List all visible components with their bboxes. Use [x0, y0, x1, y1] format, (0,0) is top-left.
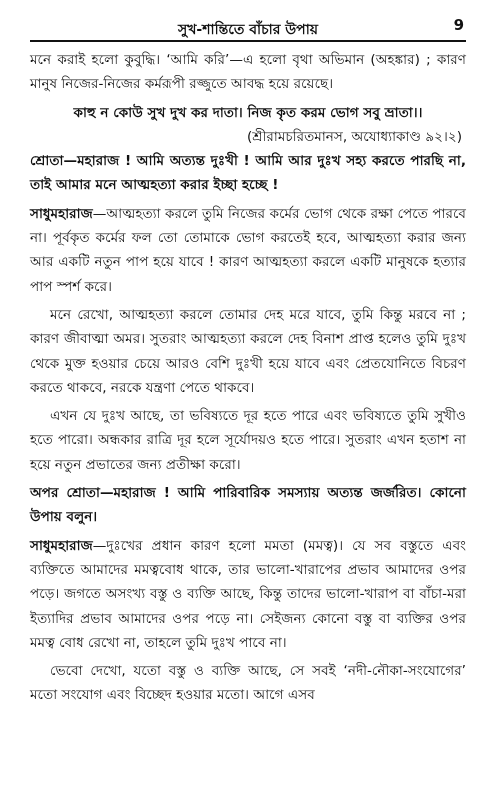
paragraph-remember: মনে রেখো, আত্মহত্যা করলে তোমার দেহ মরে যাবে, তুমি কিন্তু মরবে না ; কারণ জীবাত্মা অমর। সুতরাং আত্মহত্যা করলে দেহ বিনাশ প্রাপ্ত হলেও তুমি দুঃখ থেকে মুক্ত হওয়ার চেয়ে আরও বেশি দুঃখী হয়ে যাবে এবং প্রেতযোনিতে বিচরণ করতে থাকবে, নরকে যন্ত্রণা পেতে থাকবে।: [30, 306, 466, 396]
paragraph-hope: এখন যে দুঃখ আছে, তা ভবিষ্যতে দূর হতে পারে এবং ভবিষ্যতে তুমি সুখীও হতে পারো। অন্ধকার রাত্রি দূর হলে সূর্যোদয়ও হতে পারে। সুতরাং এখন হতাশ না হয়ে নতুন প্রভাতের জন্য প্রতীক্ষা করো।: [30, 408, 466, 473]
sadhu-answer-2: [30, 534, 466, 655]
paragraph-think: ভেবো দেখো, যতো বস্তু ও ব্যক্তি আছে, সে সবই ‘নদী-নৌকা-সংযোগের’ মতো সংযোগ এবং বিচ্ছেদ হওয়ার মতো। আগে এসব: [30, 663, 466, 704]
sadhu-answer-1: [30, 202, 466, 299]
listener-question: শ্রোতা—মহারাজ ! আমি অত্যন্ত দুঃখী ! আমি আর দুঃখ সহ্য করতে পারছি না, তাই আমার মনে আত্মহত্যা করার ইচ্ছা হচ্ছে !: [30, 153, 466, 194]
speaker-label: সাধুমহারাজ: [30, 205, 93, 222]
verse-couplet: কাহু ন কোউ সুখ দুখ কর দাতা। নিজ কৃত করম ভোগ সবু ভ্রাতা।।: [73, 104, 423, 121]
paragraph-text: মনে করাই হলো কুবুদ্ধি। ‘আমি করি’—এ হলো বৃথা অভিমান (অহঙ্কার) ; কারণ মানুষ নিজের-নিজের কর্মরূপী রজ্জুতে আবদ্ধ হয়ে রয়েছে।: [30, 52, 466, 93]
body-text: [30, 48, 466, 708]
verse-citation: (শ্রীরামচরিতমানস, অযোধ্যাকাণ্ড ৯২।২): [246, 128, 462, 145]
page-number: 9: [453, 16, 464, 34]
answer-text: —আত্মহত্যা করলে তুমি নিজের কর্মের ভোগ থেকে রক্ষা পেতে পারবে না। পূর্বকৃত কর্মের ফল তো তোমাকে ভোগ করতেই হবে, আত্মহত্যা করার জন্য আর একটি নতুন পাপ হয়ে যাবে ! কারণ আত্মহত্যা করলে একটি মানুষকে হত্যার পাপ স্পর্শ করে।: [30, 205, 466, 295]
answer-text: —দুঃখের প্রধান কারণ হলো মমতা (মমত্ব)। যে সব বস্তুতে এবং ব্যক্তিতে আমাদের মমত্ববোধ থাকে, তার ভালো-খারাপের প্রভাব আমাদের ওপর পড়ে। জগতে অসংখ্য বস্তু ও ব্যক্তি আছে, কিন্তু তাদের ভালো-খারাপ বা বাঁচা-মরা ইত্যাদির প্রভাব আমাদের ওপর পড়ে না। সেইজন্য কোনো বস্তু বা ব্যক্তির ওপর মমত্ব বোধ রেখো না, তাহলে তুমি দুঃখ পাবে না।: [30, 537, 466, 651]
running-header: [30, 8, 466, 42]
speaker-label: সাধুমহারাজ: [30, 537, 93, 554]
other-listener-question: অপর শ্রোতা—মহারাজ ! আমি পারিবারিক সমস্যায় অত্যন্ত জর্জরিত। কোনো উপায় বলুন।: [30, 485, 466, 526]
running-title: সুখ-শান্তিতে বাঁচার উপায়: [177, 22, 318, 38]
paragraph-1: [30, 48, 466, 97]
